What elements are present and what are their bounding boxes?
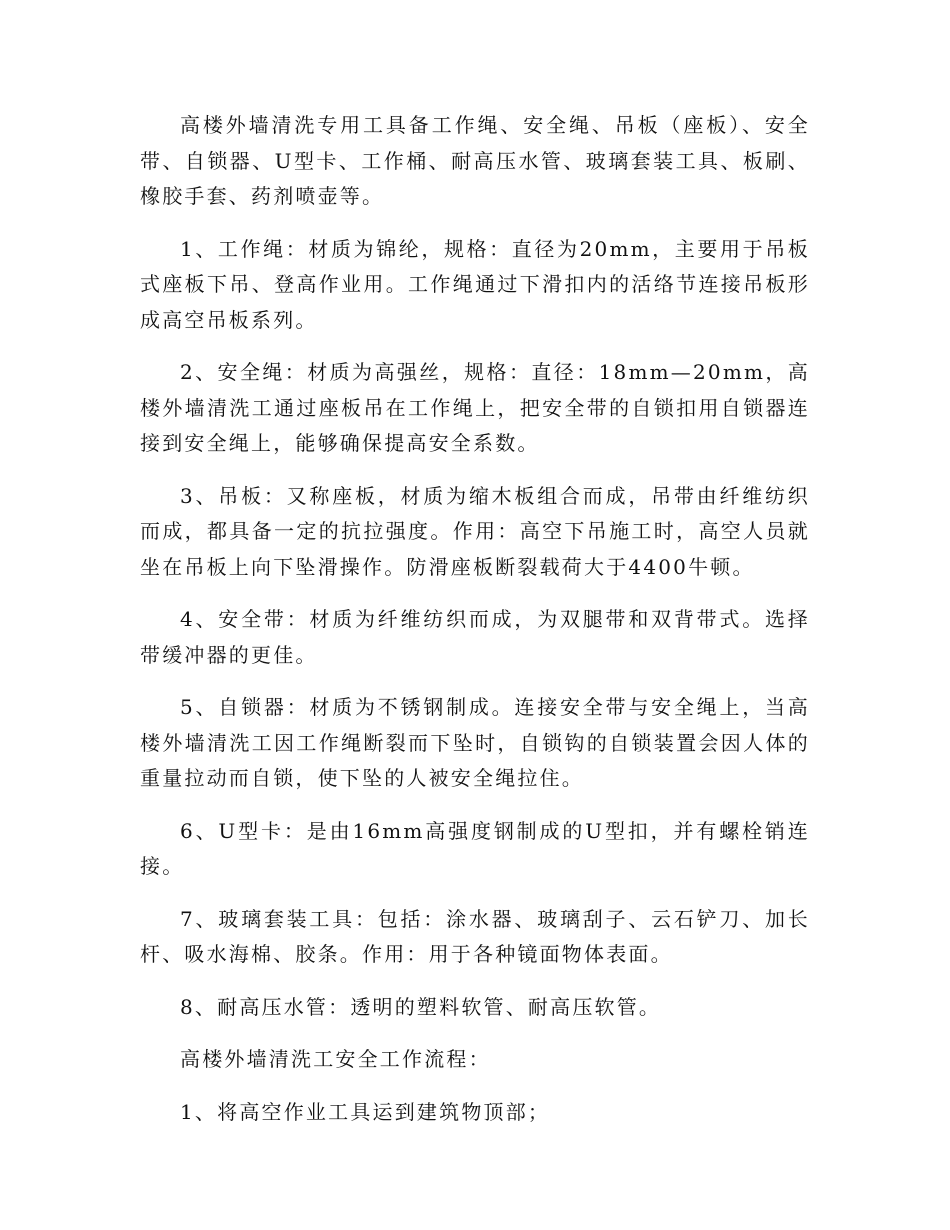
paragraph-u-clamp: 6、U型卡：是由16mm高强度钢制成的U型扣，并有螺栓销连接。 xyxy=(140,818,810,878)
paragraph-intro: 高楼外墙清洗专用工具备工作绳、安全绳、吊板（座板）、安全带、自锁器、U型卡、工作桶、耐高压水管、玻璃套装工具、板刷、橡胶手套、药剂喷壶等。 xyxy=(140,113,810,208)
paragraph-high-pressure-hose: 8、耐高压水管：透明的塑料软管、耐高压软管。 xyxy=(180,994,662,1019)
paragraph-safety-belt: 4、安全带：材质为纤维纺织而成，为双腿带和双背带式。选择带缓冲器的更佳。 xyxy=(140,607,810,667)
paragraph-safety-rope: 2、安全绳：材质为高强丝，规格：直径：18mm—20mm，高楼外墙清洗工通过座板吊在工作绳上，把安全带的自锁扣用自锁器连接到安全绳上，能够确保提高安全系数。 xyxy=(140,360,810,455)
paragraph-workflow-heading: 高楼外墙清洗工安全工作流程： xyxy=(180,1047,491,1071)
paragraph-workflow-step-1: 1、将高空作业工具运到建筑物顶部； xyxy=(180,1099,551,1124)
paragraph-hanging-board: 3、吊板：又称座板，材质为缩木板组合而成，吊带由纤维纺织而成，都具备一定的抗拉强度。作用：高空下吊施工时，高空人员就坐在吊板上向下坠滑操作。防滑座板断裂载荷大于4400牛顿。 xyxy=(140,483,810,579)
paragraph-self-locking-device: 5、自锁器：材质为不锈钢制成。连接安全带与安全绳上，当高楼外墙清洗工因工作绳断裂而下坠时，自锁钩的自锁装置会因人体的重量拉动而自锁，使下坠的人被安全绳拉住。 xyxy=(140,695,810,790)
paragraph-work-rope: 1、工作绳：材质为锦纶，规格：直径为20mm，主要用于吊板式座板下吊、登高作业用。工作绳通过下滑扣内的活络节连接吊板形成高空吊板系列。 xyxy=(140,236,810,332)
paragraph-glass-tool-kit: 7、玻璃套装工具：包括：涂水器、玻璃刮子、云石铲刀、加长杆、吸水海棉、胶条。作用：用于各种镜面物体表面。 xyxy=(140,906,810,966)
